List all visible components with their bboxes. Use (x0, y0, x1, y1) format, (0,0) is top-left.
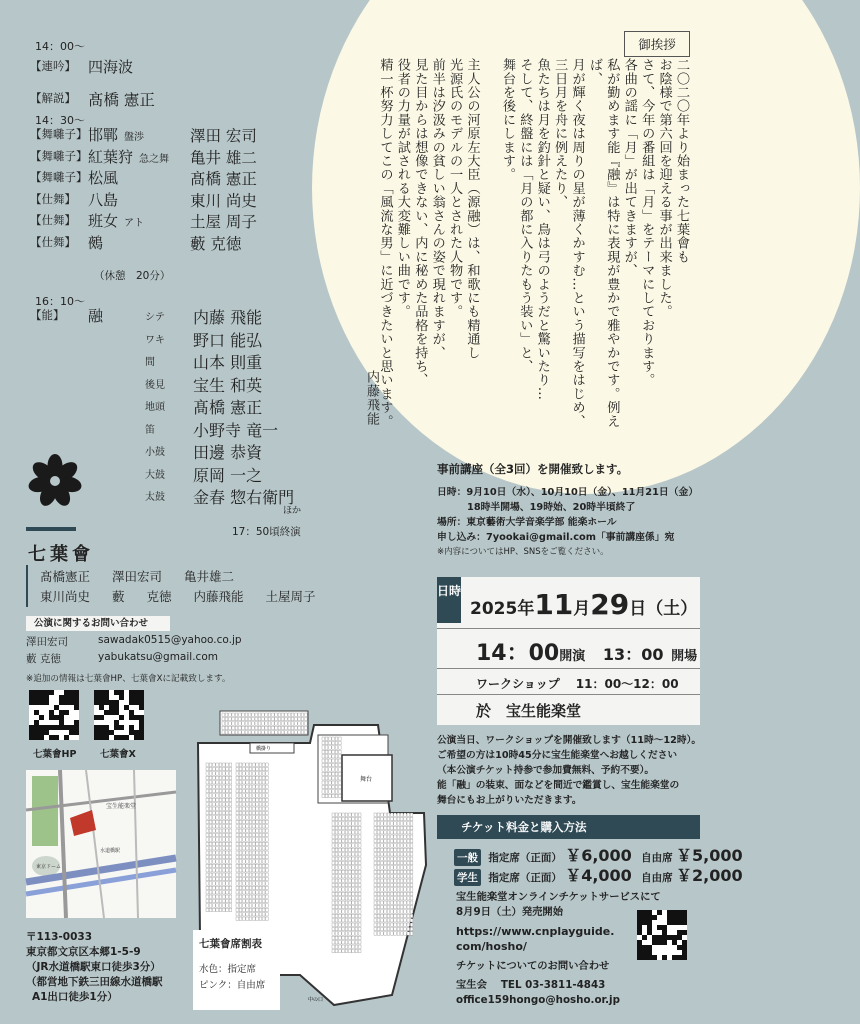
greeting-line: 月が輝く夜は周りの星が薄くかすむ…という描写をはじめ、 (569, 58, 585, 428)
group-name: 七葉會 (28, 544, 94, 565)
seating-legend-pink: ピンク：自由席 (199, 980, 266, 991)
map-label-hall: 宝生能楽堂 (106, 803, 137, 810)
greeting-line: 精一杯努力してこの「風流な男」に近づきたいと思います。 (377, 58, 393, 428)
greeting-line: 各曲の謡に「月」が出てきますが、 (621, 58, 637, 278)
workshop-note-line: ご希望の方は10時45分に宝生能楽堂へお越しください (437, 750, 678, 761)
qr-x-icon[interactable] (94, 690, 144, 740)
tickets-url[interactable]: https://www.cnplayguide. com/hosho/ (456, 925, 615, 953)
group-members-bar (26, 565, 28, 607)
greeting-line: お陰様で第六回を迎える事が出来ました。 (656, 58, 672, 319)
workshop-note-line: （本公演チケット持参で参加費無料、予約不要）。 (437, 765, 655, 776)
lecture-block: 事前講座（全3回）を開催致します。 日時：9月10日（水）、10月10日（金）、11月21日（金） 18時半開場、19時始、20時半頃終了 場所：東京藝術大学音楽学部 能楽ホール 申し込み：7yookai@gmail.com「事前講座係」宛 ※内容についてはHP、SNSをご覧ください。 (437, 462, 699, 557)
program-time-1: 14：00～ (35, 40, 85, 53)
program-time-2: 14：30～ (35, 114, 85, 127)
seating-legend-blue: 水色：指定席 (199, 964, 257, 975)
group-members-row2: 東川尚史 藪 克徳 内藤飛能 土屋周子 (40, 589, 316, 604)
greeting-line: 舞台を後にします。 (499, 58, 515, 182)
map-label-station: 水道橋駅 (100, 848, 121, 854)
contact-heading: 公演に関するお問い合わせ (26, 616, 170, 631)
contact-note: ※追加の情報は七葉會HP、七葉會Xに記載致します。 (26, 674, 231, 684)
event-venue: 於 宝生能楽堂 (476, 702, 582, 720)
workshop-note-line: 能「融」の装束、面などを間近で鑑賞し、宝生能楽堂の (437, 780, 680, 791)
contact-email-2[interactable]: yabukatsu@gmail.com (98, 651, 218, 663)
qr-x-label: 七葉會X (100, 749, 136, 760)
access-map (26, 770, 176, 918)
qr-hp-label: 七葉會HP (33, 749, 77, 760)
contact-email-1[interactable]: sawadak0515@yahoo.co.jp (98, 634, 242, 646)
tickets-email[interactable]: office159hongo@hosho.or.jp (456, 994, 620, 1006)
greeting-line: 二〇二〇年より始まった七葉會も (674, 58, 689, 264)
map-label-dome: 東京ドーム (36, 864, 62, 870)
group-members-row1: 髙橋憲正 澤田宏司 亀井雄二 (40, 569, 235, 584)
greeting-line: 見た目からは想像できない、内に秘めた品格を持ち、 (412, 58, 428, 387)
event-date: 2025年11月29日（土） (470, 588, 698, 621)
tickets-heading: チケット料金と購入方法 (437, 815, 700, 839)
group-divider (26, 527, 76, 531)
seating-gate-label: 中の口 (308, 997, 324, 1003)
greeting-line: 光源氏のモデルの一人とされた人物です。 (447, 58, 463, 319)
qr-ticket-icon[interactable] (637, 910, 687, 960)
qr-hp-icon[interactable] (29, 690, 79, 740)
workshop-note (437, 733, 701, 808)
greeting-line: 私が勤めます能『融』は特に表現が豊かで雅やかです。例えば、 (586, 58, 620, 428)
event-times: 14：00開演 13：00 開場 (476, 641, 698, 666)
contact-name-1: 澤田宏司 (26, 636, 68, 648)
greeting-line: 主人公の河原左大臣（源融）は、和歌にも精通し (464, 58, 480, 360)
access-address: 〒113-0033 東京都文京区本郷1-5-9 （JR水道橋駅東口徒歩3分） （都営地下鉄三田線水道橋駅 A1出口徒歩1分） (26, 931, 163, 1003)
event-workshop: ワークショップ 11：00～12：00 (476, 677, 679, 691)
seven-leaf-logo-icon (26, 452, 84, 510)
greeting-text (376, 58, 690, 448)
greeting-line: 三日月を舟に例えたり、 (552, 58, 568, 209)
seating-legend (193, 930, 280, 1010)
greeting-line: さて、今年の番組は「月」をテーマにしております。 (639, 58, 655, 387)
greeting-line: 魚たちは月を釣針と疑い、鳥は弓のようだと驚いたり… (534, 58, 550, 401)
workshop-note-line: 公演当日、ワークショップを開催致します（11時～12時）。 (437, 735, 702, 746)
cast-hoka: ほか (283, 506, 302, 516)
greeting-author: 内藤飛能 (364, 370, 379, 426)
workshop-note-line: 舞台にもお上がりいただきます。 (437, 795, 582, 806)
greeting-line: そして、終盤には「月の都に入りたもう装い」と、 (517, 58, 533, 374)
program-time-3: 16：10～ (35, 295, 85, 308)
greeting-title: 御挨拶 (624, 31, 690, 57)
greeting-line: 前半は汐汲みの貧しい翁さんの姿で現れますが、 (429, 58, 445, 360)
program-break: （休憩 20分） (94, 270, 171, 282)
seating-stage-label: 舞台 (360, 776, 373, 783)
seating-back-label: 橋掛り (256, 746, 272, 752)
program-end: 17：50頃終演 (232, 526, 301, 538)
lecture-heading: 事前講座（全3回）を開催致します。 (437, 462, 629, 476)
seating-legend-title: 七葉會席割表 (199, 938, 262, 950)
ticket-row-student: 学生 指定席（正面） ￥4,000 自由席 ￥2,000 (454, 863, 743, 886)
contact-name-2: 藪 克徳 (26, 653, 61, 665)
event-date-tab: 日時 (437, 577, 461, 623)
greeting-line: 役者の力量が試される大変難しい曲です。 (394, 58, 410, 319)
tickets-sales: 宝生能楽堂オンラインチケットサービスにて 8月9日（土）発売開始 https://www.cnplayguide. com/hosho/ チケットについてのお問い合わせ 宝生会 TEL 03-3811-4843 office159hongo@hosho.or.jp (456, 891, 661, 1006)
ticket-row-general: 一般 指定席（正面） ￥6,000 自由席 ￥5,000 (454, 843, 743, 866)
